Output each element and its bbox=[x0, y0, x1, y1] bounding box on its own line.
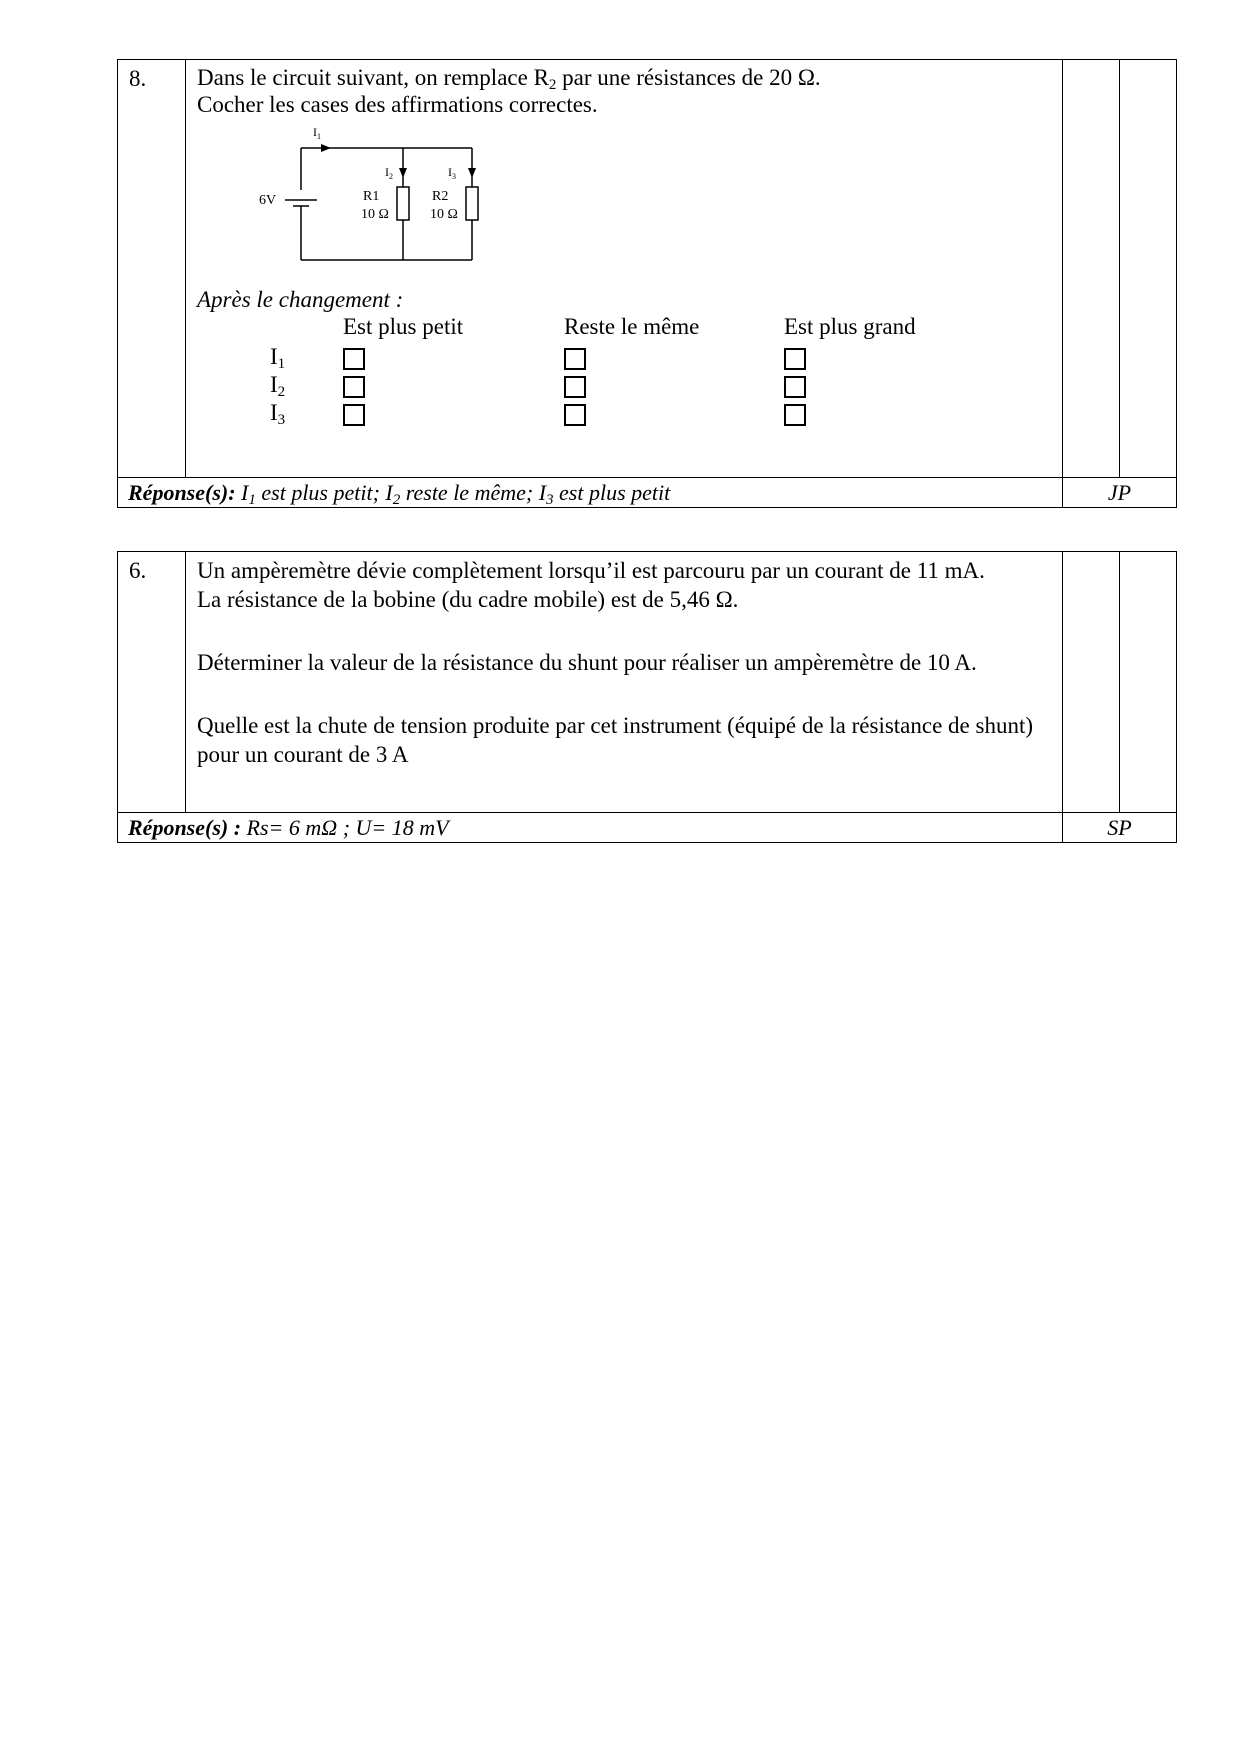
header-smaller: Est plus petit bbox=[343, 314, 464, 339]
author-code: JP bbox=[1063, 478, 1177, 508]
answer-text: Réponse(s): $I_1$ est plus petit; $I_2$ reste le même; $I_3$ est plus petit bbox=[118, 478, 1063, 508]
checkbox-i2-smaller[interactable] bbox=[343, 376, 365, 398]
answer-text: Réponse(s) : Rs= 6 mΩ ; U= 18 mV bbox=[118, 813, 1063, 843]
score-cell bbox=[1063, 60, 1120, 478]
question-6-paragraph-2: La résistance de la bobine (du cadre mobile) est de 5,46 Ω. bbox=[197, 587, 739, 612]
question-6-answer-row bbox=[118, 813, 1177, 843]
checkbox-i1-larger[interactable] bbox=[784, 348, 806, 370]
score-cell bbox=[1063, 552, 1120, 813]
question-8-instruction: Cocher les cases des affirmations correctes. bbox=[197, 92, 598, 117]
r1-name-label: R1 bbox=[363, 189, 380, 204]
checkbox-i3-same[interactable] bbox=[564, 404, 586, 426]
current-i1-label: $I_1$ bbox=[313, 125, 321, 141]
question-6-paragraph-3: Déterminer la valeur de la résistance du shunt pour réaliser un ampèremètre de 10 A. bbox=[197, 650, 977, 675]
question-8-body-row bbox=[118, 60, 1177, 478]
question-8-content bbox=[186, 60, 1063, 478]
question-6-body-row bbox=[118, 552, 1177, 813]
score-cell bbox=[1120, 60, 1177, 478]
resistor-r2 bbox=[466, 187, 478, 220]
r2-name-label: R2 bbox=[432, 189, 449, 204]
question-6-paragraph-4: Quelle est la chute de tension produite par cet instrument (équipé de la résistance de shunt) pour un courant de 3 A bbox=[197, 713, 1034, 767]
current-i2-label: $I_2$ bbox=[385, 165, 393, 181]
r1-value-label: 10 Ω bbox=[361, 207, 389, 222]
resistor-r1 bbox=[397, 187, 409, 220]
question-8-answer-row bbox=[118, 478, 1177, 508]
after-change-label: Après le changement : bbox=[197, 287, 404, 312]
header-same: Reste le même bbox=[564, 314, 700, 339]
author-code: SP bbox=[1063, 813, 1177, 843]
header-larger: Est plus grand bbox=[784, 314, 916, 339]
checkbox-i3-larger[interactable] bbox=[784, 404, 806, 426]
checkbox-i1-same[interactable] bbox=[564, 348, 586, 370]
question-number: 6. bbox=[118, 552, 186, 813]
question-6-content bbox=[186, 552, 1063, 813]
current-i3-label: $I_3$ bbox=[448, 165, 456, 181]
checkbox-i2-same[interactable] bbox=[564, 376, 586, 398]
checkbox-i3-smaller[interactable] bbox=[343, 404, 365, 426]
question-8-statement: Dans le circuit suivant, on remplace $R_2$ par une résistances de 20 Ω. bbox=[197, 65, 821, 93]
row-label-i3: $I_3$ bbox=[270, 400, 286, 428]
score-cell bbox=[1120, 552, 1177, 813]
r2-value-label: 10 Ω bbox=[430, 207, 458, 222]
arrow-i1-icon bbox=[321, 144, 331, 152]
question-8-table bbox=[117, 59, 1177, 508]
checkbox-i2-larger[interactable] bbox=[784, 376, 806, 398]
checkbox-i1-smaller[interactable] bbox=[343, 348, 365, 370]
question-6-table bbox=[117, 551, 1177, 843]
circuit-diagram bbox=[245, 120, 545, 280]
row-label-i1: $I_1$ bbox=[270, 344, 286, 372]
question-number: 8. bbox=[118, 60, 186, 478]
answer-choices-grid bbox=[197, 313, 1052, 435]
source-label: 6V bbox=[259, 193, 277, 208]
arrow-i3-icon bbox=[468, 168, 476, 178]
arrow-i2-icon bbox=[399, 168, 407, 178]
row-label-i2: $I_2$ bbox=[270, 372, 286, 400]
question-6-paragraph-1: Un ampèremètre dévie complètement lorsqu’il est parcouru par un courant de 11 mA. bbox=[197, 558, 985, 583]
